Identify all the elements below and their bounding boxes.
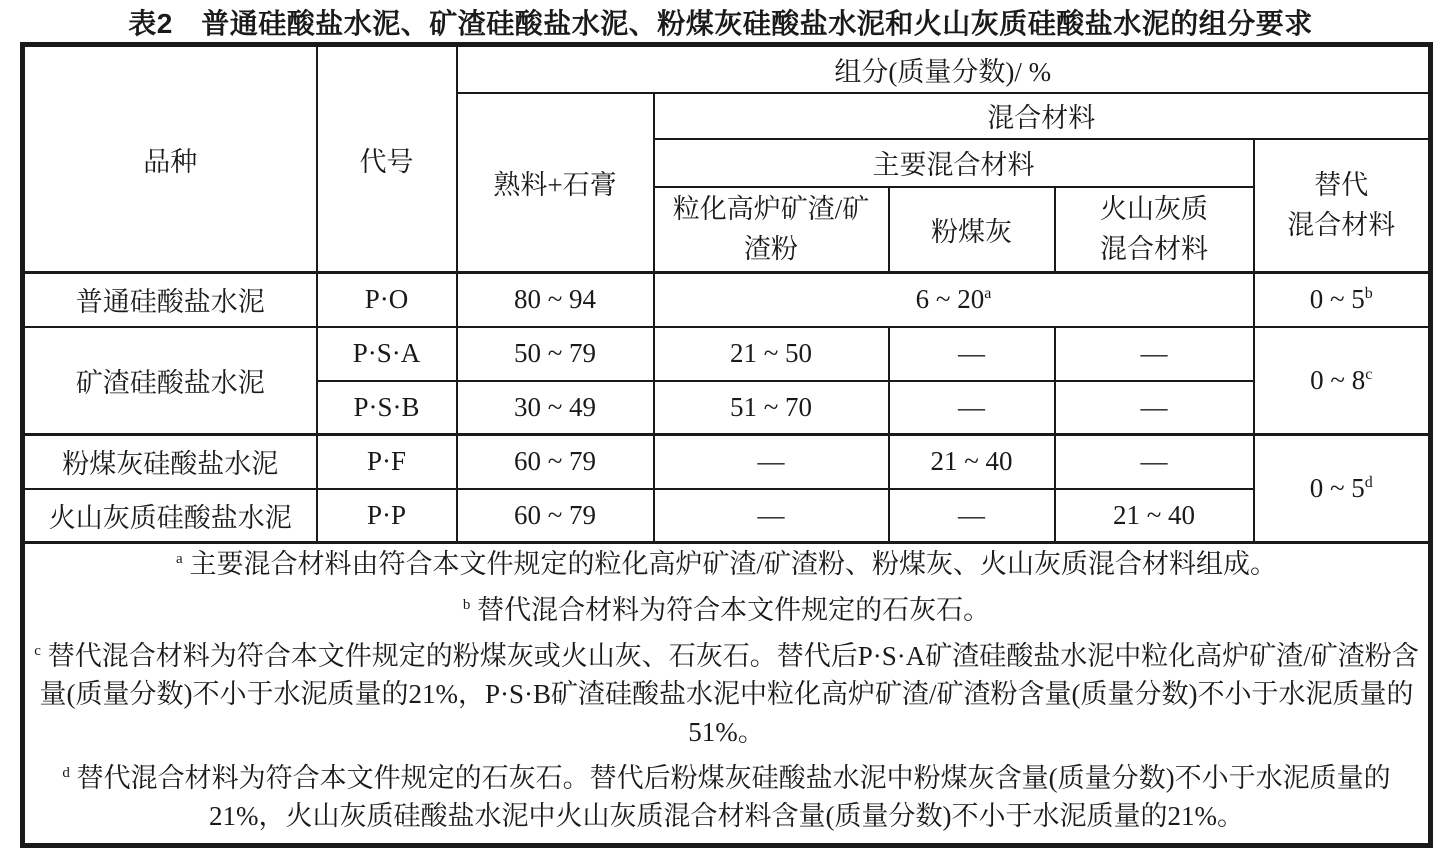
cell-code: P·O <box>317 273 457 327</box>
header-clinker-gypsum: 熟料+石膏 <box>457 93 654 273</box>
cell-slag: — <box>654 435 889 489</box>
footnote-marker-c-ref: c <box>1365 365 1373 383</box>
footnote-b-marker: b <box>462 596 471 613</box>
cell-code: P·F <box>317 435 457 489</box>
cell-alternative <box>1254 273 1431 327</box>
footnote-a-marker: a <box>176 550 183 567</box>
footnote-b <box>25 591 1428 629</box>
header-variety: 品种 <box>23 45 317 273</box>
cell-variety: 火山灰质硅酸盐水泥 <box>23 489 317 543</box>
cell-fly-ash: 21 ~ 40 <box>889 435 1055 489</box>
cell-slag: 51 ~ 70 <box>654 381 889 435</box>
header-fly-ash: 粉煤灰 <box>889 187 1055 273</box>
header-composition: 组分(质量分数)/ % <box>457 45 1431 93</box>
header-alternative-materials <box>1254 139 1431 273</box>
footnote-c <box>25 637 1428 751</box>
table-row-psa <box>23 327 1431 381</box>
cell-main-combined-value: 6 ~ 20 <box>915 284 985 315</box>
cell-alternative <box>1254 435 1431 543</box>
table-row-po <box>23 273 1431 327</box>
footnote-b-text: 替代混合材料为符合本文件规定的石灰石。 <box>477 594 991 625</box>
cell-code: P·S·A <box>317 327 457 381</box>
header-slag-line1: 粒化高炉矿渣/矿 <box>672 194 870 225</box>
cell-clinker: 60 ~ 79 <box>457 489 654 543</box>
header-alternative-line2: 混合材料 <box>1287 210 1396 241</box>
cell-clinker: 30 ~ 49 <box>457 381 654 435</box>
header-alternative-line1: 替代 <box>1314 170 1369 201</box>
header-pozzolanic <box>1055 187 1254 273</box>
cell-code: P·S·B <box>317 381 457 435</box>
header-pozzolanic-line1: 火山灰质 <box>1100 194 1208 225</box>
cell-fly-ash: — <box>889 327 1055 381</box>
cell-clinker: 80 ~ 94 <box>457 273 654 327</box>
header-main-mixed-materials: 主要混合材料 <box>654 139 1254 187</box>
cell-variety: 粉煤灰硅酸盐水泥 <box>23 435 317 489</box>
cell-alternative-value: 0 ~ 5 <box>1309 473 1365 503</box>
cell-fly-ash: — <box>889 489 1055 543</box>
footnote-a <box>25 545 1428 583</box>
cell-slag: — <box>654 489 889 543</box>
header-slag-line2: 渣粉 <box>744 234 798 265</box>
cell-pozzolanic: — <box>1055 327 1254 381</box>
footnote-marker-a-ref: a <box>984 285 992 303</box>
cell-clinker: 50 ~ 79 <box>457 327 654 381</box>
footnote-c-text: 替代混合材料为符合本文件规定的粉煤灰或火山灰、石灰石。替代后P·S·A矿渣硅酸盐水泥中粒化高炉矿渣/矿渣粉含量(质量分数)不小于水泥质量的21%，P·S·B矿渣硅酸盐水泥中粒化高炉矿渣/矿渣粉含量(质量分数)不小于水泥质量的51%。 <box>39 640 1419 747</box>
header-slag <box>654 187 889 273</box>
footnote-a-text: 主要混合材料由符合本文件规定的粒化高炉矿渣/矿渣粉、粉煤灰、火山灰质混合材料组成。 <box>189 548 1277 579</box>
cell-main-combined <box>654 273 1254 327</box>
footnote-d-text: 替代混合材料为符合本文件规定的石灰石。替代后粉煤灰硅酸盐水泥中粉煤灰含量(质量分数)不小于水泥质量的21%，火山灰质硅酸盐水泥中火山灰质混合材料含量(质量分数)不小于水泥质量的21%。 <box>76 762 1391 831</box>
cell-code: P·P <box>317 489 457 543</box>
composition-table <box>20 42 1433 848</box>
header-code: 代号 <box>317 45 457 273</box>
footnote-marker-d-ref: d <box>1364 474 1373 491</box>
cell-fly-ash: — <box>889 381 1055 435</box>
cell-alternative-value: 0 ~ 5 <box>1309 284 1365 315</box>
cell-pozzolanic: — <box>1055 435 1254 489</box>
footnotes-row <box>23 543 1431 846</box>
cell-slag: 21 ~ 50 <box>654 327 889 381</box>
header-mixed-materials: 混合材料 <box>654 93 1431 139</box>
footnote-d <box>25 759 1428 835</box>
cell-variety: 普通硅酸盐水泥 <box>23 273 317 327</box>
cell-alternative <box>1254 327 1431 435</box>
footnote-d-marker: d <box>62 764 70 781</box>
footnote-marker-b-ref: b <box>1364 285 1373 303</box>
footnote-c-marker: c <box>34 642 41 659</box>
table-row-pf <box>23 435 1431 489</box>
cell-alternative-value: 0 ~ 8 <box>1310 364 1366 395</box>
table-title: 表2 普通硅酸盐水泥、矿渣硅酸盐水泥、粉煤灰硅酸盐水泥和火山灰质硅酸盐水泥的组分要求 <box>128 8 1313 39</box>
table-row-pp <box>23 489 1431 543</box>
cell-pozzolanic: — <box>1055 381 1254 435</box>
cell-variety: 矿渣硅酸盐水泥 <box>23 327 317 435</box>
footnotes <box>23 543 1431 846</box>
cell-clinker: 60 ~ 79 <box>457 435 654 489</box>
cell-pozzolanic: 21 ~ 40 <box>1055 489 1254 543</box>
header-row-composition <box>23 45 1431 93</box>
header-pozzolanic-line2: 混合材料 <box>1100 234 1208 265</box>
